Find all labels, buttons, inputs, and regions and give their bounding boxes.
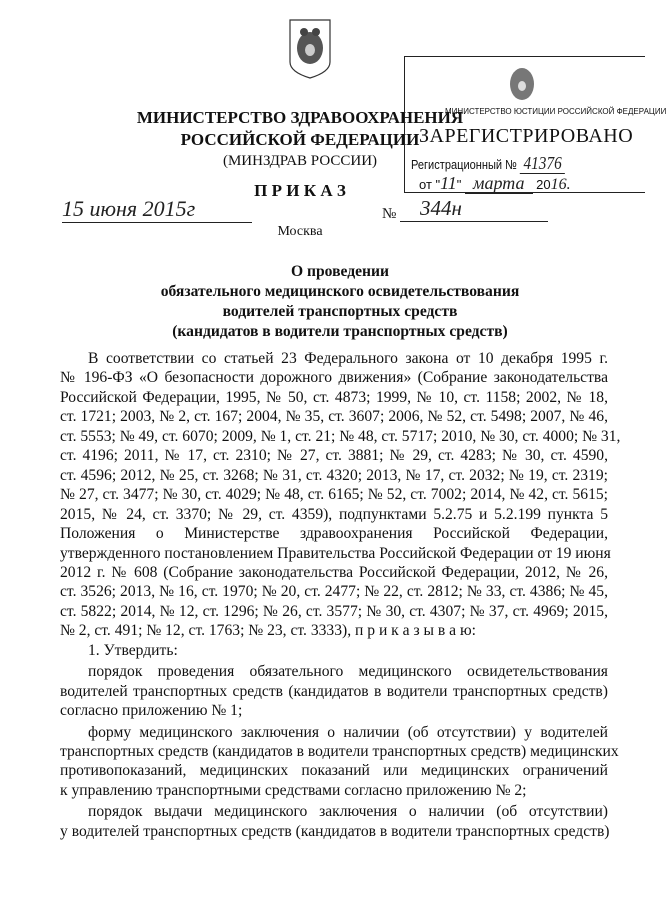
- stamp-emblem-icon: [507, 65, 537, 103]
- body-text-line: ст. 4596; 2012, № 25, ст. 3268; № 31, ст. 4320; 2013, № 17, ст. 2032; № 19, ст. 2319;: [60, 466, 608, 484]
- registration-stamp: [404, 56, 666, 193]
- body-text-line: форму медицинского заключения о наличии (об отсутствии) у водителей: [88, 723, 608, 741]
- body-text-line: транспортных средств (кандидатов в водители транспортных средств) медицинских: [60, 743, 619, 760]
- ministry-name-line2: РОССИЙСКОЙ ФЕДЕРАЦИИ: [180, 130, 420, 149]
- body-text-line: Положения о Министерстве здравоохранения Российской Федерации,: [60, 525, 608, 543]
- ministry-name-line1: МИНИСТЕРСТВО ЗДРАВООХРАНЕНИЯ: [136, 108, 464, 127]
- body-text-line: к управлению транспортными средствами согласно приложению № 2;: [60, 781, 527, 799]
- ministry-short-name: (МИНЗДРАВ РОССИИ): [222, 153, 378, 169]
- body-text-line: ст. 5553; № 49, ст. 6070; 2009, № 1, ст. 21; № 48, ст. 5717; 2010, № 30, ст. 4000; № 31,: [60, 427, 621, 445]
- body-text-line: 1. Утвердить:: [88, 641, 178, 659]
- coat-of-arms-emblem: [288, 18, 332, 80]
- order-title-line: (кандидатов в водители транспортных средств): [172, 323, 508, 340]
- stamp-date-day: 11: [440, 173, 457, 193]
- stamp-year-prefix: 20: [536, 177, 551, 192]
- stamp-date-prefix: от ": [419, 177, 441, 192]
- body-text-line: у водителей транспортных средств (кандидатов в водители транспортных средств): [60, 822, 610, 840]
- stamp-reg-label: Регистрационный №: [411, 157, 518, 172]
- body-text-line: 2012 г. № 608 (Собрание законодательства Российской Федерации, 2012, № 26,: [60, 563, 608, 581]
- body-text-line: противопоказаний, медицинских показаний или медицинских ограничений: [60, 762, 608, 780]
- stamp-date-month: марта: [465, 173, 532, 194]
- body-text-line: ст. 1721; 2003, № 2, ст. 167; 2004, № 35, ст. 3607; 2006, № 52, ст. 5498; 2007, № 46,: [60, 408, 608, 426]
- stamp-year-suffix: 16.: [550, 176, 571, 193]
- order-date-handwritten: 15 июня 2015г: [62, 196, 252, 223]
- body-text-line: ст. 5822; 2014, № 12, ст. 1296; № 26, ст. 3577; № 30, ст. 4307; № 37, ст. 4969; 2015,: [60, 602, 608, 620]
- stamp-organization: МИНИСТЕРСТВО ЮСТИЦИИ РОССИЙСКОЙ ФЕДЕРАЦИИ: [445, 107, 666, 116]
- body-text-line: № 196-ФЗ «О безопасности дорожного движения» (Собрание законодательства: [60, 369, 608, 387]
- body-text-line: ст. 3526; 2013, № 16, ст. 1970; № 20, ст. 2477; № 22, ст. 2812; № 33, ст. 4386; № 45,: [60, 583, 608, 601]
- order-number-label: №: [382, 206, 397, 222]
- stamp-title: ЗАРЕГИСТРИРОВАНО: [419, 125, 634, 147]
- order-title: [100, 262, 580, 342]
- stamp-date-quote: ": [456, 177, 462, 192]
- body-text-line: Российской Федерации, 1995, № 50, ст. 4873; 1999, № 10, ст. 1158; 2002, № 18,: [60, 388, 608, 406]
- stamp-reg-number: 41376: [520, 153, 565, 174]
- body-text-line: № 2, ст. 491; № 12, ст. 1763; № 23, ст. 3333), п р и к а з ы в а ю:: [60, 622, 476, 640]
- city: Москва: [277, 224, 323, 239]
- body-text-line: ст. 4196; 2011, № 17, ст. 2310; № 27, ст. 3881; № 29, ст. 4283; № 30, ст. 4590,: [60, 447, 608, 465]
- order-title-line: водителей транспортных средств: [222, 303, 458, 320]
- body-text-line: водителей транспортных средств (кандидатов в водители транспортных средств): [60, 682, 608, 700]
- document-type: П Р И К А З: [254, 181, 346, 200]
- body-text-line: № 27, ст. 3477; № 30, ст. 4029; № 48, ст. 6165; № 52, ст. 7002; 2014, № 42, ст. 5615;: [60, 486, 608, 504]
- body-text-line: В соответствии со статьей 23 Федерального закона от 10 декабря 1995 г.: [88, 350, 608, 367]
- body-text-line: порядок проведения обязательного медицинского освидетельствования: [88, 663, 608, 681]
- order-number-handwritten: 344н: [400, 196, 548, 222]
- order-title-line: обязательного медицинского освидетельствования: [160, 283, 520, 300]
- order-title-line: О проведении: [291, 263, 389, 280]
- body-text-line: согласно приложению № 1;: [60, 702, 243, 720]
- body-text-line: 2015, № 24, ст. 3370; № 29, ст. 4359), подпунктами 5.2.75 и 5.2.199 пункта 5: [60, 505, 608, 523]
- body-text-line: порядок выдачи медицинского заключения о наличии (об отсутствии): [88, 803, 608, 821]
- body-text-line: утвержденного постановлением Правительства Российской Федерации от 19 июня: [60, 544, 611, 562]
